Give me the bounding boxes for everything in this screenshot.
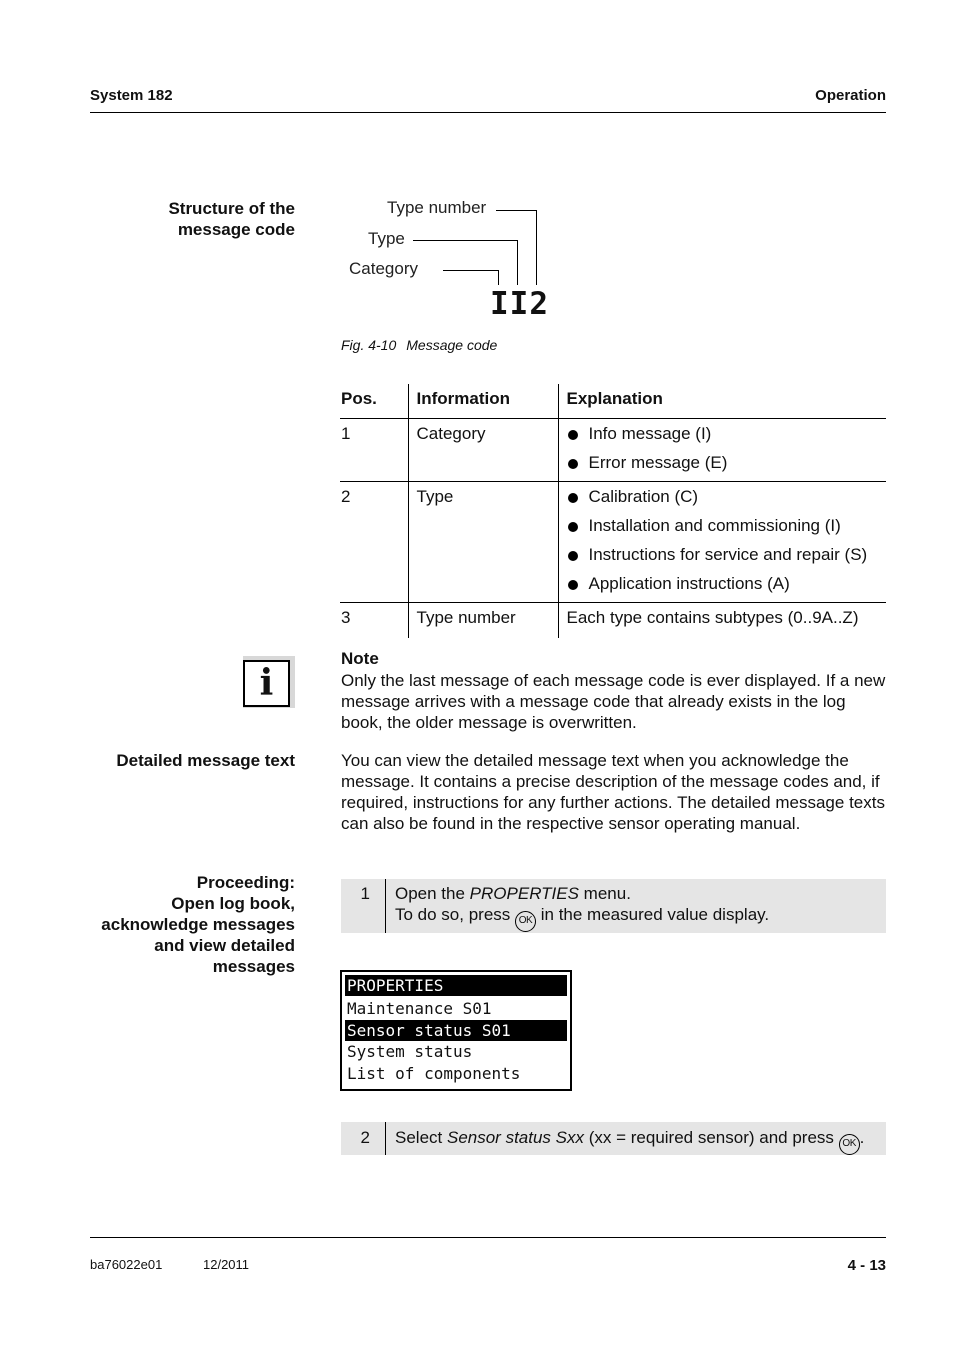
header-section: Operation xyxy=(815,87,886,104)
connector-category-h xyxy=(443,270,499,271)
info-icon-glyph: i xyxy=(259,662,274,704)
label-category: Category xyxy=(349,259,418,278)
step-1 xyxy=(341,879,886,933)
header-title: System 182 xyxy=(90,87,173,104)
connector-type-number-v xyxy=(536,210,537,285)
note-text: Only the last message of each message code is ever displayed. If a new message arrives with a message code that already exists in the log book, the older message is overwritten. xyxy=(341,671,886,732)
column-header-information: Information xyxy=(408,384,558,418)
page-number: 4 - 13 xyxy=(847,1257,886,1274)
heading-proceeding-line: messages xyxy=(212,957,295,976)
detailed-text: You can view the detailed message text when you acknowledge the message. It contains a precise description of the message codes and, if required, instructions for any further actions. The detailed message texts can also be found in the respective sensor operating manual. xyxy=(341,751,885,833)
footer-divider xyxy=(90,1237,886,1238)
note-title: Note xyxy=(341,649,379,668)
connector-category-v xyxy=(498,270,499,285)
column-header-pos: Pos. xyxy=(340,384,408,418)
cell-information: Type number xyxy=(408,602,558,638)
step-text xyxy=(395,1127,886,1155)
footer-date: 12/2011 xyxy=(203,1257,250,1272)
step-number: 2 xyxy=(341,1122,386,1155)
heading-proceeding-line: Proceeding: xyxy=(196,873,295,892)
step-text-part: To do so, press xyxy=(395,905,516,924)
display-menu-item-selected[interactable]: Sensor status S01 xyxy=(345,1020,567,1041)
message-code-example: II2 xyxy=(490,286,549,322)
step-text-part: Select xyxy=(395,1128,447,1147)
figure-caption-text: Message code xyxy=(406,337,498,353)
display-title: PROPERTIES xyxy=(345,975,567,996)
bullet-item: Application instructions (A) xyxy=(567,574,879,594)
cell-pos: 2 xyxy=(340,481,408,602)
display-menu-item[interactable]: List of components xyxy=(347,1063,521,1083)
heading-structure-line: Structure of the xyxy=(168,199,295,218)
properties-display xyxy=(340,970,572,1091)
bullet-item: Instructions for service and repair (S) xyxy=(567,545,879,565)
step-text xyxy=(395,883,886,932)
label-type-number: Type number xyxy=(387,198,487,217)
connector-type-v xyxy=(517,240,518,285)
cell-information: Type xyxy=(408,481,558,602)
bullet-item: Error message (E) xyxy=(567,453,879,473)
step-2 xyxy=(341,1122,886,1155)
table-header-row xyxy=(340,384,886,418)
menu-item-name: Sensor status Sxx xyxy=(446,1128,584,1147)
column-header-explanation: Explanation xyxy=(558,384,886,418)
heading-proceeding-line: acknowledge messages xyxy=(101,915,295,934)
heading-proceeding-line: and view detailed xyxy=(154,936,295,955)
heading-structure-line: message code xyxy=(177,220,295,239)
heading-structure xyxy=(168,198,295,240)
message-code-table xyxy=(340,384,886,638)
step-text-part: (xx = required sensor) and press xyxy=(584,1128,839,1147)
table-row xyxy=(340,602,886,638)
footer-doc-id: ba76022e01 xyxy=(90,1257,163,1272)
label-type: Type xyxy=(368,229,405,248)
table-row xyxy=(340,418,886,481)
figure-number: Fig. 4-10 xyxy=(341,337,397,353)
cell-pos: 1 xyxy=(340,418,408,481)
bullet-item: Calibration (C) xyxy=(567,487,879,507)
display-menu-item[interactable]: System status xyxy=(347,1042,473,1062)
info-icon xyxy=(243,656,295,708)
cell-explanation xyxy=(558,481,886,602)
ok-key-icon: OK xyxy=(515,911,536,932)
heading-proceeding-line: Open log book, xyxy=(171,894,295,913)
heading-proceeding xyxy=(101,872,295,977)
step-text-part: . xyxy=(859,1128,865,1147)
step-text-part: menu. xyxy=(578,884,631,903)
display-menu-item[interactable]: Maintenance S01 xyxy=(347,999,492,1019)
menu-name: PROPERTIES xyxy=(469,884,579,903)
cell-explanation xyxy=(558,418,886,481)
table-row xyxy=(340,481,886,602)
step-text-part: in the measured value display. xyxy=(536,905,770,924)
figure-caption xyxy=(341,337,497,353)
connector-type-number-h xyxy=(496,210,537,211)
header-divider xyxy=(90,112,886,113)
cell-pos: 3 xyxy=(340,602,408,638)
cell-information: Category xyxy=(408,418,558,481)
bullet-item: Installation and commissioning (I) xyxy=(567,516,879,536)
step-text-part: Open the xyxy=(395,884,470,903)
bullet-item: Info message (I) xyxy=(567,424,879,444)
heading-detailed: Detailed message text xyxy=(116,751,295,770)
connector-type-h xyxy=(413,240,518,241)
cell-explanation: Each type contains subtypes (0..9A..Z) xyxy=(566,607,859,627)
ok-key-icon: OK xyxy=(839,1134,860,1155)
step-number: 1 xyxy=(341,879,386,933)
